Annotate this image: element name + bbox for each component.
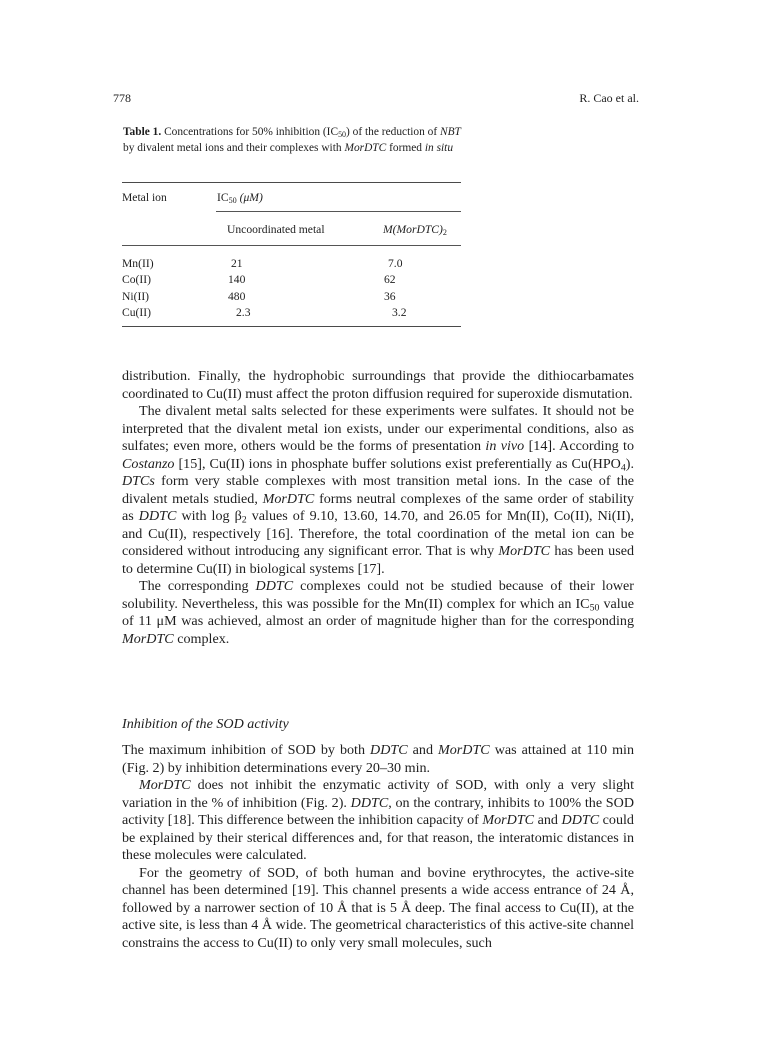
text-sub: 50 [589,601,600,613]
caption-text: Concentrations for 50% inhibition (IC [164,126,339,138]
text: has been used to determine Cu(II) in biological systems [17]. [122,543,634,577]
text-italic: DDTC [370,742,408,758]
text-sub: 2 [241,514,247,526]
text-italic: in vivo [485,438,525,454]
body-text-upper [122,368,634,648]
text: The corresponding [139,578,249,594]
table-rule-top [122,182,461,183]
table-rule-bottom [122,326,461,327]
text: The maximum inhibition of SOD by both [122,742,365,758]
paragraph [122,777,634,865]
paragraph: distribution. Finally, the hydrophobic surroundings that provide the dithiocarbamates coordinated to Cu(II) must affect the proton diffusion required for superoxide dismutation. [122,368,634,402]
text: ). [625,455,634,472]
text-italic: MorDTC [262,490,315,507]
cell-uncoord: 140 [228,273,246,286]
cell-complex: 7.0 [388,257,403,270]
complex-label: M(MorDTC) [383,223,443,236]
complex-sub: 2 [442,228,447,238]
text: [14]. According to [528,438,634,454]
text-italic: MorDTC [122,630,174,647]
text-italic: MorDTC [498,543,551,559]
table-label: Table 1. [123,126,162,138]
col-header-metal: Metal ion [122,191,167,204]
text-italic: MorDTC [438,742,490,758]
cell-metal: Ni(II) [122,290,150,303]
caption-text: by divalent metal ions and their complexes with [123,142,342,154]
text-italic: MorDTC [139,777,191,793]
ic50-sub: 50 [228,196,237,206]
text-italic: DDTC [561,812,600,828]
text-italic: DDTC [255,578,294,594]
text: form very stable complexes with most transition metal ions. In the case of the divalent metals studied, [122,473,634,507]
text-italic: DDTC [138,508,177,524]
cell-uncoord: 2.3 [236,306,251,319]
caption-text: formed [389,142,422,154]
text: does not inhibit the enzymatic activity of SOD, with only a very slight variation in the % of inhibition (Fig. 2). [122,777,634,811]
text-italic: DTCs [122,473,155,489]
cell-complex: 62 [384,273,396,286]
table-rule-ic50 [216,211,461,212]
text: forms neutral complexes of the same order of stability as [122,490,634,524]
paragraph [122,742,634,777]
caption-sub: 50 [338,129,347,139]
paragraph [122,578,634,648]
text: complex. [177,630,230,647]
col-header-complex [383,223,447,236]
text: was attained at 110 min (Fig. 2) by inhibition determinations every 20–30 min. [122,742,634,776]
cell-metal: Cu(II) [122,306,151,319]
text: The divalent metal salts selected for these experiments were sulfates. It should not be interpreted that the divalent metal ion exists, under our experimental conditions, also as sulfates; even more, others would be the forms of presentation [122,403,634,454]
cell-complex: 3.2 [392,306,407,319]
cell-metal: Co(II) [122,273,151,286]
cell-complex: 36 [384,290,396,303]
text-italic: Costanzo [122,455,175,472]
text: complexes could not be studied because of their lower solubility. Nevertheless, this was possible for the Mn(II) complex for which an IC [122,578,634,612]
text: [15], Cu(II) ions in phosphate buffer solutions exist preferentially as Cu(HPO [178,455,621,472]
running-head: R. Cao et al. [579,91,639,105]
text: , on the contrary, inhibits to 100% the SOD activity [18]. This difference between the inhibition capacity of [122,794,634,828]
body-text-lower [122,742,634,952]
cell-uncoord: 480 [228,290,246,303]
text-italic: MorDTC [482,812,535,828]
caption-italic: in situ [424,142,454,154]
table-caption [123,124,468,156]
text: values of 9.10, 13.60, 14.70, and 26.05 for Mn(II), Co(II), Ni(II), and Cu(II), respectively [16]. Therefore, the total coordination of the metal ion can be considered without introducing any significant error. That is why [122,508,635,559]
caption-text: ) of the reduction of [346,126,438,138]
paragraph [122,403,634,578]
col-header-uncoord: Uncoordinated metal [227,223,325,236]
text: could be explained by their sterical differences and, for that reason, the interatomic distances in these molecules were calculated. [122,812,634,863]
section-heading: Inhibition of the SOD activity [122,716,289,732]
col-header-ic50 [217,191,263,204]
text: value of 11 μM was achieved, almost an order of magnitude higher than for the corresponding [122,595,634,629]
caption-italic: MorDTC [344,142,387,154]
caption-italic: NBT [439,126,461,138]
ic50-label: IC [217,191,229,204]
text-italic: DDTC [350,794,389,811]
text: with log β [181,508,242,524]
paragraph: For the geometry of SOD, of both human and bovine erythrocytes, the active-site channel has been determined [19]. This channel presents a wide access entrance of 24 Å, followed by a narrower section of 10 Å that is 5 Å deep. The final access to Cu(II), at the active site, is less than 4 Å wide. The geometrical characteristics of this active-site channel constrains the access to Cu(II) to only very small molecules, such [122,864,634,951]
text: and [412,742,433,758]
cell-metal: Mn(II) [122,257,154,270]
text-sub: 4 [620,461,626,473]
text: and [537,812,558,828]
ic50-unit: (μM) [239,191,263,204]
cell-uncoord: 21 [231,257,243,270]
table-rule-header [122,245,461,246]
page-number: 778 [113,91,131,105]
